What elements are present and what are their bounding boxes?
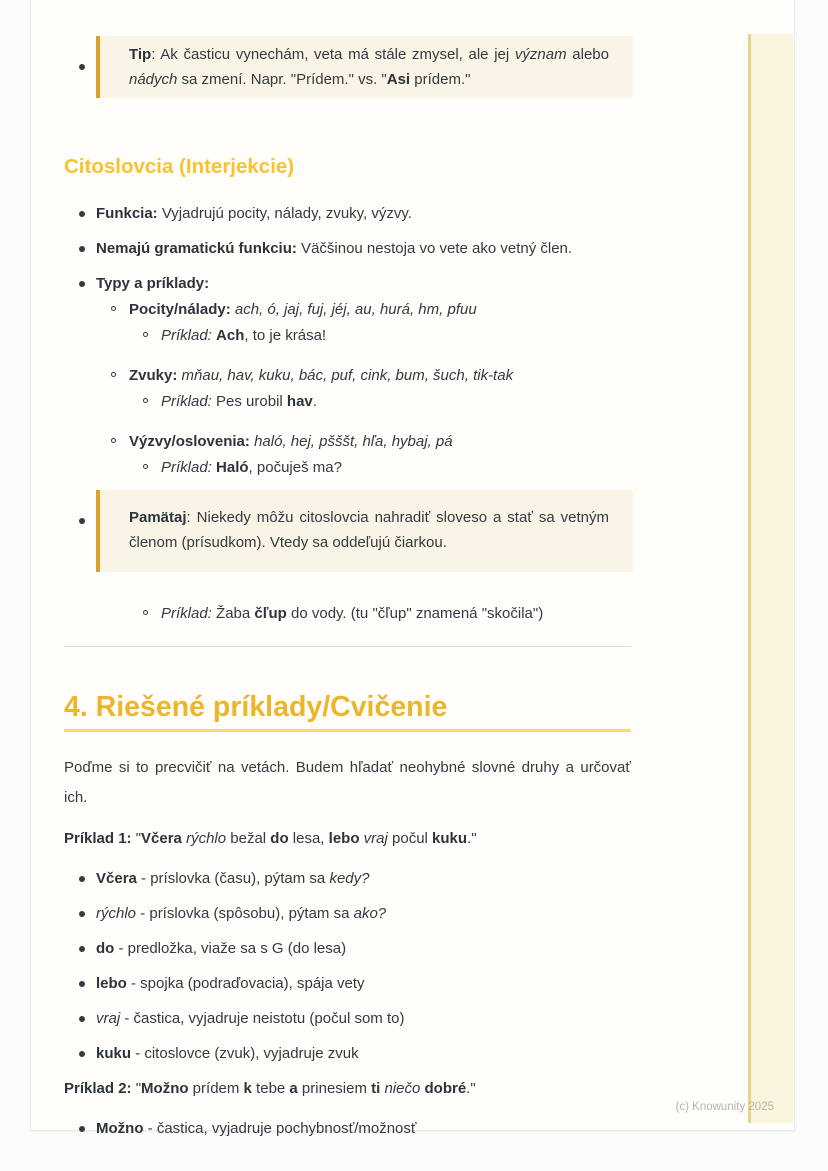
bullet-dot-icon bbox=[79, 1051, 85, 1057]
list-item-typy bbox=[64, 272, 631, 296]
list-item-funkcia bbox=[64, 202, 631, 226]
bullet-dot-icon bbox=[79, 1126, 85, 1132]
circle-bullet-icon bbox=[111, 306, 116, 311]
bullet-dot-icon bbox=[79, 281, 85, 287]
highlight-strip bbox=[748, 34, 793, 1123]
copyright-watermark: (c) Knowunity 2025 bbox=[675, 1101, 774, 1113]
section-heading-interjections: Citoslovcia (Interjekcie) bbox=[64, 155, 295, 178]
intro-paragraph: Poďme si to precvičiť na vetách. Budem hľadať neohybné slovné druhy a určovať ich. bbox=[64, 759, 631, 806]
list-item-text: lebo - spojka (podraďovacia), spája vety bbox=[96, 975, 365, 992]
circle-bullet-icon bbox=[111, 372, 116, 377]
section-divider bbox=[64, 646, 631, 647]
list-item-text: vraj - častica, vyjadruje neistotu (počul som to) bbox=[96, 1010, 405, 1027]
list-item-text: Príklad: Haló, počuješ ma? bbox=[161, 459, 342, 476]
list-item-pocity-priklad bbox=[64, 324, 631, 348]
list-item-text: rýchlo - príslovka (spôsobu), pýtam sa ako? bbox=[96, 905, 387, 922]
bullet-dot-icon bbox=[79, 876, 85, 882]
pamataj-callout-row bbox=[64, 490, 631, 572]
tip-callout: Tip: Ak časticu vynechám, veta má stále zmysel, ale jej význam alebo nádych sa zmení. Napr. "Prídem." vs. "Asi prídem." bbox=[96, 36, 633, 98]
list-item-text: Príklad: Ach, to je krása! bbox=[161, 327, 327, 344]
list-item-text: Výzvy/oslovenia: haló, hej, pšššt, hľa, hybaj, pá bbox=[129, 433, 453, 450]
section-heading-exercises: 4. Riešené príklady/Cvičenie bbox=[64, 690, 631, 732]
circle-bullet-icon bbox=[143, 464, 148, 469]
circle-bullet-icon bbox=[143, 332, 148, 337]
list-item-text: do - predložka, viaže sa s G (do lesa) bbox=[96, 940, 347, 957]
list-item-do bbox=[64, 937, 631, 961]
list-item-vcera bbox=[64, 867, 631, 891]
list-item-text: Nemajú gramatickú funkciu: Väčšinou nestoja vo vete ako vetný člen. bbox=[96, 240, 573, 257]
list-item-text: Možno - častica, vyjadruje pochybnosť/možnosť bbox=[96, 1120, 417, 1137]
list-item-text: Typy a príklady: bbox=[96, 275, 210, 292]
pamataj-callout: Pamätaj: Niekedy môžu citoslovcia nahradiť sloveso a stať sa vetným členom (prísudkom). Vtedy sa oddeľujú čiarkou. bbox=[96, 490, 633, 572]
list-item-text: kuku - citoslovce (zvuk), vyjadruje zvuk bbox=[96, 1045, 359, 1062]
circle-bullet-icon bbox=[143, 610, 148, 615]
priklad1-sentence: Príklad 1: "Včera rýchlo bežal do lesa, lebo vraj počul kuku." bbox=[64, 830, 477, 847]
list-item-text: Zvuky: mňau, hav, kuku, bác, puf, cink, bum, šuch, tik-tak bbox=[129, 367, 514, 384]
circle-bullet-icon bbox=[143, 398, 148, 403]
list-item-text: Pocity/nálady: ach, ó, jaj, fuj, jéj, au, hurá, hm, pfuu bbox=[129, 301, 477, 318]
list-item-text: Príklad: Pes urobil hav. bbox=[161, 393, 317, 410]
bullet-dot-icon bbox=[79, 64, 85, 70]
list-item-kuku bbox=[64, 1042, 631, 1066]
list-item-vraj bbox=[64, 1007, 631, 1031]
tip-callout-row bbox=[64, 36, 631, 98]
list-item-lebo bbox=[64, 972, 631, 996]
list-item-text: Funkcia: Vyjadrujú pocity, nálady, zvuky, výzvy. bbox=[96, 205, 412, 222]
list-item-rychlo bbox=[64, 902, 631, 926]
bullet-dot-icon bbox=[79, 946, 85, 952]
circle-bullet-icon bbox=[111, 438, 116, 443]
bullet-dot-icon bbox=[79, 518, 85, 524]
list-item-zvuky bbox=[64, 364, 631, 388]
document-page bbox=[30, 0, 795, 1137]
bullet-dot-icon bbox=[79, 911, 85, 917]
list-item-pocity bbox=[64, 298, 631, 322]
list-item-nemaju bbox=[64, 237, 631, 261]
bullet-dot-icon bbox=[79, 981, 85, 987]
list-item-zaba bbox=[64, 602, 631, 626]
bullet-dot-icon bbox=[79, 246, 85, 252]
list-item-zvuky-priklad bbox=[64, 390, 631, 414]
list-item-vyzvy bbox=[64, 430, 631, 454]
bullet-dot-icon bbox=[79, 1016, 85, 1022]
list-item-text: Včera - príslovka (času), pýtam sa kedy? bbox=[96, 870, 370, 887]
list-item-text: Príklad: Žaba čľup do vody. (tu "čľup" znamená "skočila") bbox=[161, 605, 544, 622]
page-content bbox=[64, 0, 631, 1141]
list-item-vyzvy-priklad bbox=[64, 456, 631, 480]
priklad2-sentence: Príklad 2: "Možno prídem k tebe a prinesiem ti niečo dobré." bbox=[64, 1080, 476, 1097]
bullet-dot-icon bbox=[79, 211, 85, 217]
list-item-mozno bbox=[64, 1117, 631, 1141]
